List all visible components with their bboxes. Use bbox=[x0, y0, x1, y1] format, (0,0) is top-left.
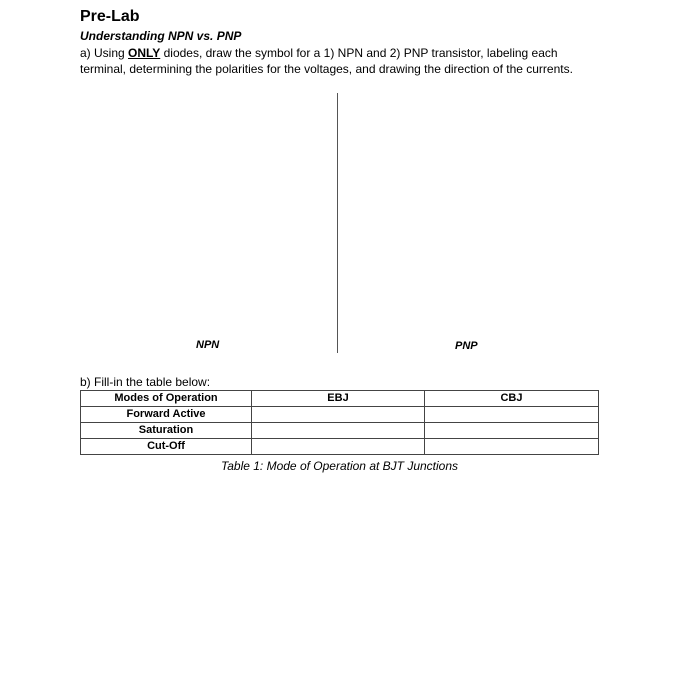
part-a-text: diodes, draw the symbol for a 1) NPN and 2) PNP transistor, labeling each terminal, determining the polarities for the voltages, and drawing the direction of the currents. bbox=[80, 46, 573, 76]
row-mode-label: Cut-Off bbox=[81, 439, 252, 455]
header-cbj: CBJ bbox=[425, 391, 599, 407]
ebj-cell[interactable] bbox=[252, 423, 425, 439]
drawing-divider bbox=[337, 93, 338, 353]
cbj-cell[interactable] bbox=[425, 407, 599, 423]
part-a-emphasis: ONLY bbox=[128, 46, 161, 60]
cbj-cell[interactable] bbox=[425, 423, 599, 439]
header-ebj: EBJ bbox=[252, 391, 425, 407]
npn-drawing-label: NPN bbox=[196, 339, 220, 351]
part-b-instruction: b) Fill-in the table below: bbox=[80, 375, 211, 389]
pnp-drawing-label: PNP bbox=[455, 340, 478, 352]
cbj-cell[interactable] bbox=[425, 439, 599, 455]
table-header-row bbox=[81, 391, 599, 407]
part-a-instructions bbox=[80, 45, 600, 77]
table-row bbox=[81, 407, 599, 423]
row-mode-label: Saturation bbox=[81, 423, 252, 439]
header-modes: Modes of Operation bbox=[81, 391, 252, 407]
row-mode-label: Forward Active bbox=[81, 407, 252, 423]
table-row bbox=[81, 423, 599, 439]
ebj-cell[interactable] bbox=[252, 439, 425, 455]
modes-table bbox=[80, 390, 599, 455]
page-title: Pre-Lab bbox=[80, 8, 140, 25]
ebj-cell[interactable] bbox=[252, 407, 425, 423]
part-a-prefix: a) Using bbox=[80, 46, 129, 60]
table-caption: Table 1: Mode of Operation at BJT Junctions bbox=[221, 459, 459, 473]
table-row bbox=[81, 439, 599, 455]
section-subtitle: Understanding NPN vs. PNP bbox=[80, 29, 242, 43]
